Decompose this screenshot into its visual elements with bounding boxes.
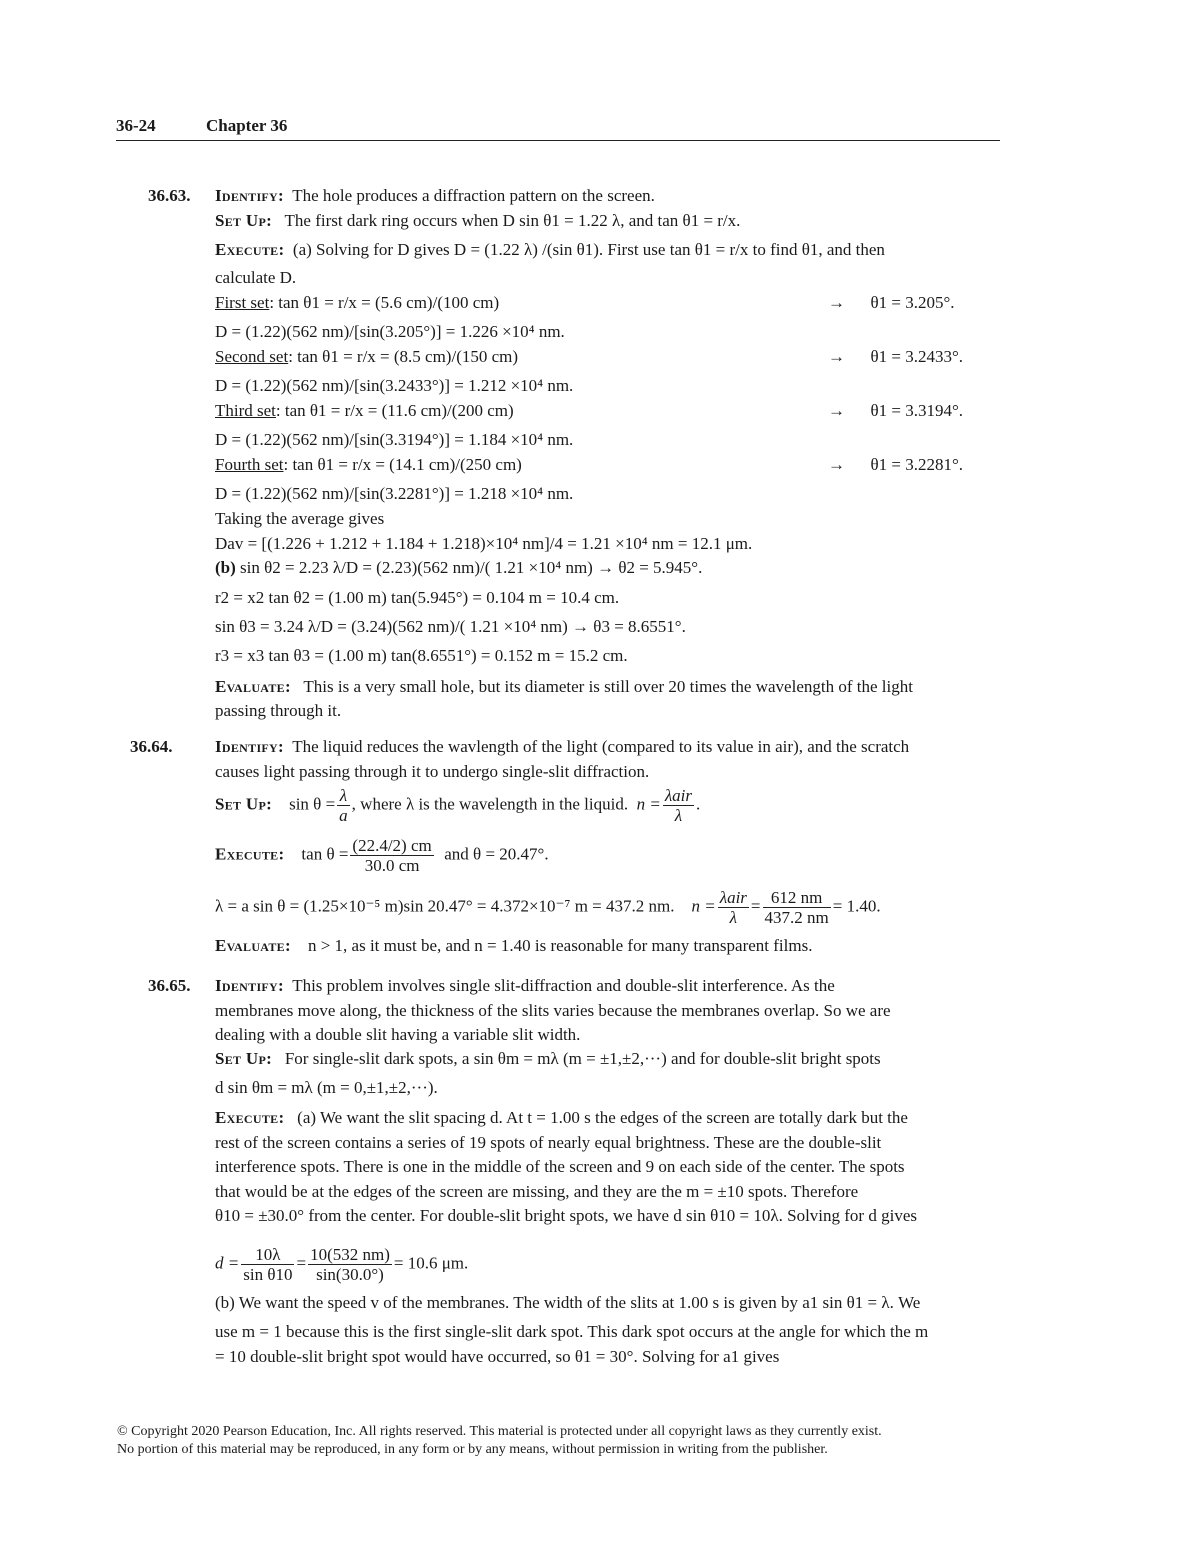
fraction-denominator: a bbox=[339, 806, 348, 825]
set-result bbox=[828, 347, 963, 367]
part-b-text-cont: = 10 double-slit bright spot would have occurred, so θ1 = 30°. Solving for a1 gives bbox=[215, 1347, 780, 1366]
average-intro: Taking the average gives bbox=[215, 509, 385, 528]
setup-sin-prefix: sin θ = bbox=[289, 794, 336, 814]
set-angle: θ1 = 3.2281°. bbox=[870, 455, 964, 474]
set-label: Fourth set bbox=[215, 455, 284, 474]
setup-n-prefix: n = bbox=[636, 794, 661, 814]
arrow-icon: → bbox=[828, 347, 845, 366]
identify-text: The hole produces a diffraction pattern on the screen. bbox=[292, 186, 655, 205]
execute-text-cont: calculate D. bbox=[215, 268, 297, 287]
fraction-numerator: (22.4/2) cm bbox=[352, 836, 432, 855]
setup-text: For single-slit dark spots, a sin θm = mλ (m = ±1,±2,···) and for double-slit bright spots bbox=[284, 1049, 881, 1068]
setup-text-cont: d sin θm = mλ (m = 0,±1,±2,···). bbox=[215, 1078, 438, 1097]
evaluate-text-cont: passing through it. bbox=[215, 701, 342, 720]
page-number: 36-24 bbox=[116, 116, 156, 135]
identify-text-cont: membranes move along, the thickness of the slits varies because the membranes overlap. So we are bbox=[215, 1001, 891, 1020]
identify-line bbox=[215, 976, 835, 996]
lambda-over-a-fraction bbox=[337, 786, 350, 825]
set-label: Third set bbox=[215, 401, 276, 420]
evaluate-line bbox=[215, 936, 812, 956]
permission-line: No portion of this material may be reproduced, in any form or by any means, without permission in writing from the publisher. bbox=[117, 1442, 828, 1457]
setup-text: The first dark ring occurs when D sin θ1 = 1.22 λ, and tan θ1 = r/x. bbox=[284, 211, 741, 230]
fraction-numerator: λ bbox=[337, 786, 350, 806]
index-value-fraction bbox=[763, 888, 831, 927]
d-result: = 10.6 μm. bbox=[393, 1253, 469, 1273]
fraction-denominator: sin θ10 bbox=[243, 1265, 293, 1284]
setup-line bbox=[215, 211, 740, 231]
fraction-denominator: sin(30.0°) bbox=[316, 1265, 384, 1284]
identify-label: Identify: bbox=[215, 976, 284, 995]
set-diameter: D = (1.22)(562 nm)/[sin(3.205°)] = 1.226 ×10⁴ nm. bbox=[215, 322, 565, 341]
index-fraction bbox=[718, 888, 749, 927]
set-tan-expression: : tan θ1 = r/x = (5.6 cm)/(100 cm) bbox=[269, 293, 500, 312]
execute-label: Execute: bbox=[215, 240, 285, 259]
set-result bbox=[828, 293, 955, 313]
setup-line bbox=[215, 1049, 881, 1069]
part-b-label: (b) bbox=[215, 558, 236, 577]
fraction-denominator: λ bbox=[674, 806, 683, 825]
setup-label: Set Up: bbox=[215, 794, 273, 814]
copyright-footer bbox=[117, 1423, 882, 1459]
fraction-numerator: λair bbox=[719, 888, 747, 907]
set-angle: θ1 = 3.3194°. bbox=[870, 401, 964, 420]
problem-number: 36.64. bbox=[130, 737, 173, 756]
slit-spacing-equation: d = $\frac{10\lambda}{\text{sin θ10}}$ = $\frac{10(532 nm)}{\sin(30.0^\circ)}$ = 10.6 μm. bbox=[215, 1245, 469, 1284]
set-diameter: D = (1.22)(562 nm)/[sin(3.2433°)] = 1.212 ×10⁴ nm. bbox=[215, 376, 574, 395]
arrow-icon: → bbox=[828, 401, 845, 420]
average-result: Dav = [(1.226 + 1.212 + 1.184 + 1.218)×10⁴ nm]/4 = 1.21 ×10⁴ nm = 12.1 μm. bbox=[215, 534, 753, 553]
identify-label: Identify: bbox=[215, 186, 284, 205]
identify-text-cont: causes light passing through it to undergo single-slit diffraction. bbox=[215, 762, 650, 781]
evaluate-text: n > 1, as it must be, and n = 1.40 is reasonable for many transparent films. bbox=[307, 936, 813, 955]
identify-text: This problem involves single slit-diffraction and double-slit interference. As the bbox=[292, 976, 835, 995]
part-b-text-cont: use m = 1 because this is the first single-slit dark spot. This dark spot occurs at the angle for which the m bbox=[215, 1322, 929, 1341]
execute-text-cont: θ10 = ±30.0° from the center. For double-slit bright spots, we have d sin θ10 = 10λ. Solving for d gives bbox=[215, 1206, 917, 1225]
execute-angle: and θ = 20.47°. bbox=[444, 844, 549, 864]
execute-text-cont: rest of the screen contains a series of 19 spots of nearly equal brightness. These are the double-slit bbox=[215, 1133, 882, 1152]
index-prefix: n = bbox=[691, 896, 716, 916]
arrow-icon: → bbox=[828, 455, 845, 474]
identify-text: The liquid reduces the wavlength of the light (compared to its value in air), and the scratch bbox=[292, 737, 910, 756]
set-tan-expression: : tan θ1 = r/x = (8.5 cm)/(150 cm) bbox=[288, 347, 519, 366]
index-fraction bbox=[663, 786, 694, 825]
fraction-numerator: 10λ bbox=[241, 1245, 294, 1265]
set-diameter: D = (1.22)(562 nm)/[sin(3.2281°)] = 1.218 ×10⁴ nm. bbox=[215, 484, 574, 503]
fraction-numerator: λair bbox=[664, 786, 693, 805]
radius-3-line: r3 = x3 tan θ3 = (1.00 m) tan(8.6551°) = 0.152 m = 15.2 cm. bbox=[215, 646, 628, 665]
set-angle: θ1 = 3.2433°. bbox=[870, 347, 964, 366]
set-result bbox=[828, 401, 963, 421]
d-fraction bbox=[241, 1245, 294, 1284]
set-row bbox=[215, 455, 1000, 475]
index-result: = 1.40. bbox=[832, 896, 881, 916]
execute-text: (a) Solving for D gives D = (1.22 λ) /(sin θ1). First use tan θ1 = r/x to find θ1, and then bbox=[292, 240, 885, 259]
theta-3-line: sin θ3 = 3.24 λ/D = (3.24)(562 nm)/( 1.21 ×10⁴ nm) → θ3 = 8.6551°. bbox=[215, 617, 686, 636]
setup-description: , where λ is the wavelength in the liquid. bbox=[351, 794, 629, 814]
fraction-numerator: 612 nm bbox=[763, 888, 831, 908]
page-header bbox=[116, 116, 1000, 141]
set-row bbox=[215, 293, 1000, 313]
d-value-fraction bbox=[308, 1245, 392, 1284]
execute-wavelength-line: λ = a sin θ = (1.25×10⁻⁵ m)sin 20.47° = 4.372×10⁻⁷ m = 437.2 nm. n = $\frac{\text{λair}}{\lambda}$ = $\frac{612 nm}{437.2 nm}$ = 1.40. bbox=[215, 888, 881, 927]
execute-tan-prefix: tan θ = bbox=[301, 844, 349, 864]
set-tan-expression: : tan θ1 = r/x = (14.1 cm)/(250 cm) bbox=[283, 455, 522, 474]
identify-text-cont: dealing with a double slit having a variable slit width. bbox=[215, 1025, 581, 1044]
set-row bbox=[215, 401, 1000, 421]
set-label: Second set bbox=[215, 347, 289, 366]
set-result bbox=[828, 455, 963, 475]
copyright-line: © Copyright 2020 Pearson Education, Inc. All rights reserved. This material is protected under all copyright laws as they currently exist. bbox=[117, 1424, 882, 1439]
evaluate-label: Evaluate: bbox=[215, 677, 291, 696]
set-tan-expression: : tan θ1 = r/x = (11.6 cm)/(200 cm) bbox=[275, 401, 514, 420]
fraction-denominator: λ bbox=[729, 908, 737, 927]
chapter-title: Chapter 36 bbox=[206, 116, 288, 135]
set-angle: θ1 = 3.205°. bbox=[870, 293, 955, 312]
setup-end: . bbox=[696, 794, 701, 814]
part-b-line bbox=[215, 558, 702, 578]
execute-text: (a) We want the slit spacing d. At t = 1.00 s the edges of the screen are totally dark but the bbox=[297, 1108, 908, 1127]
wavelength-calculation: λ = a sin θ = (1.25×10⁻⁵ m)sin 20.47° = 4.372×10⁻⁷ m = 437.2 nm. bbox=[215, 896, 675, 916]
problem-number: 36.63. bbox=[148, 186, 191, 205]
arrow-icon: → bbox=[828, 293, 845, 312]
part-b-text: (b) We want the speed v of the membranes. The width of the slits at 1.00 s is given by a1 sin θ1 = λ. We bbox=[215, 1293, 921, 1312]
setup-label: Set Up: bbox=[215, 211, 273, 230]
execute-label: Execute: bbox=[215, 1108, 285, 1127]
tan-fraction bbox=[350, 836, 433, 875]
set-label: First set bbox=[215, 293, 270, 312]
execute-line bbox=[215, 240, 885, 260]
evaluate-label: Evaluate: bbox=[215, 936, 291, 955]
d-prefix: d = bbox=[215, 1253, 240, 1273]
evaluate-text: This is a very small hole, but its diameter is still over 20 times the wavelength of the light bbox=[303, 677, 913, 696]
set-diameter: D = (1.22)(562 nm)/[sin(3.3194°)] = 1.184 ×10⁴ nm. bbox=[215, 430, 574, 449]
identify-line bbox=[215, 737, 909, 757]
identify-label: Identify: bbox=[215, 737, 284, 756]
execute-label: Execute: bbox=[215, 844, 285, 864]
fraction-denominator: 437.2 nm bbox=[764, 908, 829, 927]
part-b-text: sin θ2 = 2.23 λ/D = (2.23)(562 nm)/( 1.21 ×10⁴ nm) → θ2 = 5.945°. bbox=[240, 558, 703, 577]
fraction-denominator: 30.0 cm bbox=[364, 856, 420, 875]
identify-line bbox=[215, 186, 655, 206]
radius-2-line: r2 = x2 tan θ2 = (1.00 m) tan(5.945°) = 0.104 m = 10.4 cm. bbox=[215, 588, 620, 607]
execute-line bbox=[215, 1108, 908, 1128]
set-row bbox=[215, 347, 1000, 367]
evaluate-line bbox=[215, 677, 913, 697]
execute-text-cont: that would be at the edges of the screen are missing, and they are the m = ±10 spots. Therefore bbox=[215, 1182, 859, 1201]
execute-text-cont: interference spots. There is one in the middle of the screen and 9 on each side of the center. The spots bbox=[215, 1157, 905, 1176]
setup-line bbox=[215, 786, 700, 825]
execute-line bbox=[215, 836, 549, 875]
setup-label: Set Up: bbox=[215, 1049, 273, 1068]
problem-number: 36.65. bbox=[148, 976, 191, 995]
fraction-numerator: 10(532 nm) bbox=[310, 1245, 390, 1264]
